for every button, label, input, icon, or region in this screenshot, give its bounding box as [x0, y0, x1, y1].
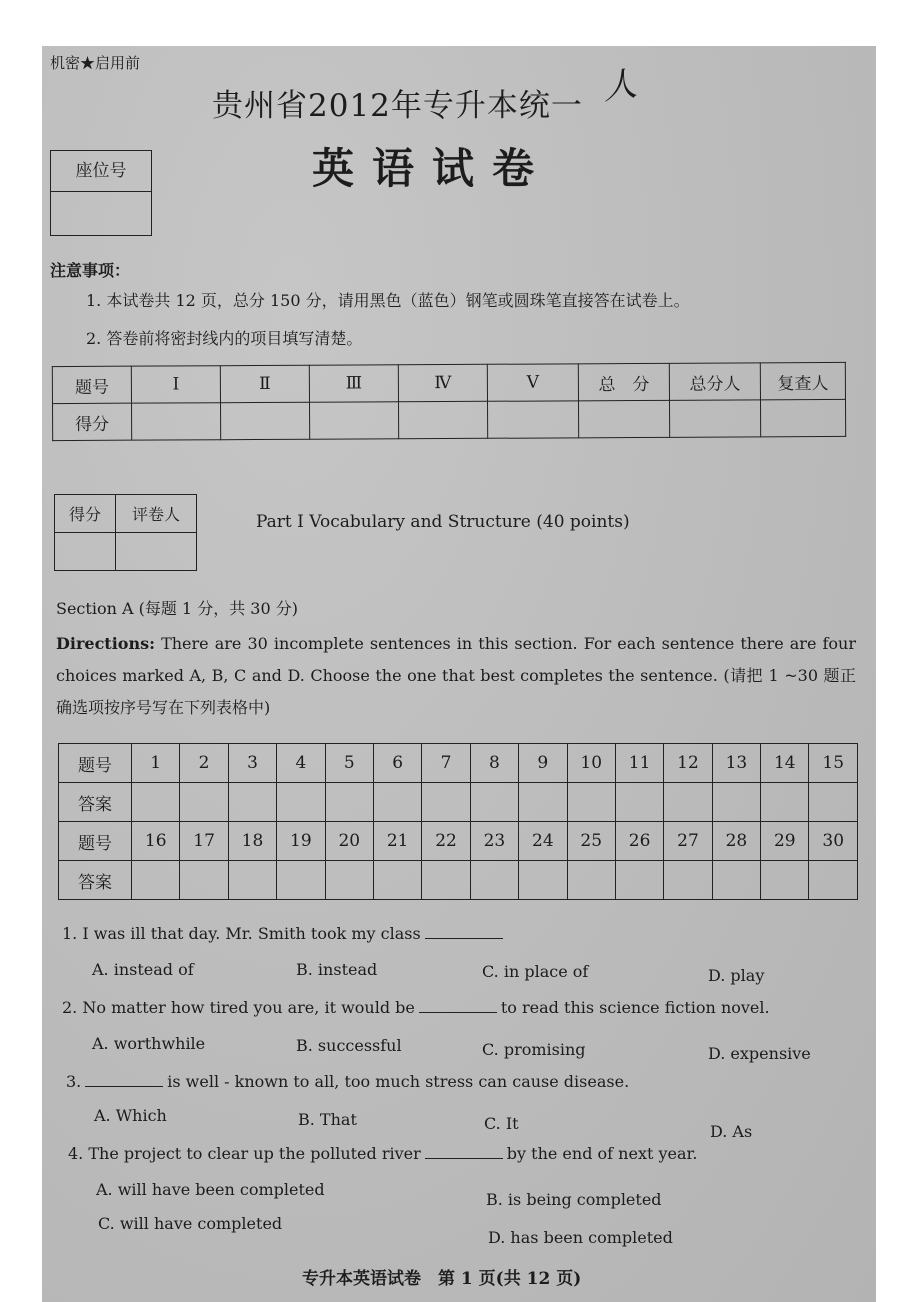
directions	[56, 628, 856, 724]
handwritten-mark: 人	[599, 63, 640, 109]
question-number-cell: 17	[180, 822, 228, 861]
answer-cell[interactable]	[325, 861, 373, 900]
option[interactable]: D. As	[710, 1122, 753, 1141]
question-stem: 4. The project to clear up the polluted river	[68, 1144, 421, 1163]
question-number-cell: 12	[664, 744, 712, 783]
question-number-cell: 26	[615, 822, 663, 861]
question-number-cell: 4	[277, 744, 325, 783]
question-number-cell: 14	[761, 744, 809, 783]
question-number-cell: 13	[712, 744, 760, 783]
question-number-cell: 23	[470, 822, 518, 861]
answer-cell[interactable]	[228, 783, 276, 822]
score-header: Ⅲ	[309, 365, 398, 402]
answer-cell[interactable]	[470, 861, 518, 900]
question-number-cell: 29	[761, 822, 809, 861]
question-number-cell: 16	[132, 822, 180, 861]
score-header: Ⅳ	[398, 364, 487, 401]
score-row-label: 得分	[53, 403, 132, 440]
question-number-cell: 10	[567, 744, 615, 783]
directions-label: Directions:	[56, 634, 155, 653]
notes-heading: 注意事项：	[50, 261, 131, 280]
answer-cell[interactable]	[615, 783, 663, 822]
answer-cell[interactable]	[373, 861, 421, 900]
answer-cell[interactable]	[567, 783, 615, 822]
answer-cell[interactable]	[180, 783, 228, 822]
answer-blank[interactable]	[85, 1086, 163, 1087]
question-number-cell: 22	[422, 822, 470, 861]
question-number-cell: 24	[519, 822, 567, 861]
page-footer: 专升本英语试卷 第 1 页(共 12 页)	[302, 1269, 582, 1289]
question-number-cell: 1	[132, 744, 180, 783]
answer-cell[interactable]	[228, 861, 276, 900]
option[interactable]: B. That	[298, 1110, 357, 1129]
score-cell[interactable]	[578, 400, 669, 437]
option[interactable]: A. worthwhile	[92, 1034, 206, 1053]
answer-blank[interactable]	[425, 1158, 503, 1159]
score-cell[interactable]	[487, 401, 578, 438]
score-header: Ⅰ	[131, 366, 220, 403]
question-number-cell: 7	[422, 744, 470, 783]
section-title: Section A (每题 1 分，共 30 分)	[56, 599, 298, 618]
score-header: 复查人	[760, 362, 845, 399]
question-stem: 2. No matter how tired you are, it would be	[62, 998, 415, 1017]
answer-blank[interactable]	[419, 1012, 497, 1013]
score-header: Ⅱ	[220, 365, 309, 402]
question-4	[68, 1144, 698, 1163]
question-number-cell: 21	[373, 822, 421, 861]
answer-cell[interactable]	[325, 783, 373, 822]
grader-name-cell[interactable]	[116, 533, 197, 571]
question-number-cell: 25	[567, 822, 615, 861]
answer-cell[interactable]	[180, 861, 228, 900]
answer-row-label: 答案	[59, 783, 132, 822]
question-stem-end: by the end of next year.	[506, 1144, 698, 1163]
score-cell[interactable]	[310, 402, 399, 439]
answer-cell[interactable]	[277, 861, 325, 900]
score-cell[interactable]	[399, 401, 488, 438]
question-2	[62, 998, 770, 1017]
answer-cell[interactable]	[664, 783, 712, 822]
score-cell[interactable]	[221, 402, 310, 439]
answer-sheet-table	[58, 743, 858, 900]
answer-cell[interactable]	[712, 861, 760, 900]
answer-cell[interactable]	[519, 861, 567, 900]
exam-page	[42, 46, 876, 1302]
answer-cell[interactable]	[567, 861, 615, 900]
question-number-cell: 2	[180, 744, 228, 783]
question-stem-end: is well - known to all, too much stress can cause disease.	[167, 1072, 630, 1091]
note-item: 2. 答卷前将密封线内的项目填写清楚。	[86, 329, 363, 348]
answer-cell[interactable]	[422, 783, 470, 822]
option[interactable]: C. will have completed	[98, 1214, 283, 1233]
question-number-cell: 18	[228, 822, 276, 861]
question-number-cell: 19	[277, 822, 325, 861]
secret-mark: 机密★启用前	[50, 54, 141, 72]
question-number-cell: 15	[809, 744, 858, 783]
question-number-cell: 30	[809, 822, 858, 861]
answer-cell[interactable]	[809, 783, 858, 822]
answer-cell[interactable]	[761, 861, 809, 900]
answer-cell[interactable]	[712, 783, 760, 822]
question-3	[66, 1072, 629, 1091]
answer-cell[interactable]	[519, 783, 567, 822]
question-number-cell: 20	[325, 822, 373, 861]
part-title: Part Ⅰ Vocabulary and Structure (40 points)	[256, 512, 630, 532]
option[interactable]: A. instead of	[92, 960, 194, 979]
score-header: 题号	[52, 366, 131, 403]
question-stem-end: to read this science fiction novel.	[500, 998, 770, 1017]
exam-title: 贵州省2012年专升本统一	[212, 88, 583, 124]
score-header: 总 分	[578, 363, 669, 400]
answer-row-label: 答案	[59, 861, 132, 900]
option[interactable]: D. play	[708, 966, 765, 985]
question-number-cell: 27	[664, 822, 712, 861]
score-cell[interactable]	[760, 399, 845, 436]
grader-score-cell[interactable]	[55, 533, 116, 571]
note-item: 1. 本试卷共 12 页，总分 150 分，请用黑色（蓝色）钢笔或圆珠笔直接答在试卷上。	[86, 291, 690, 310]
option[interactable]: C. promising	[482, 1040, 586, 1059]
grader-score-label: 得分	[55, 495, 116, 533]
seat-number-label: 座位号	[51, 151, 151, 192]
score-table	[52, 362, 846, 441]
answer-cell[interactable]	[132, 861, 180, 900]
option[interactable]: D. has been completed	[488, 1228, 673, 1247]
question-stem: 1. I was ill that day. Mr. Smith took my class	[62, 924, 421, 943]
question-stem: 3.	[66, 1072, 82, 1091]
grader-name-label: 评卷人	[116, 495, 197, 533]
option[interactable]: B. successful	[296, 1036, 402, 1055]
question-number-cell: 3	[228, 744, 276, 783]
question-1	[62, 924, 507, 943]
option[interactable]: C. It	[484, 1114, 519, 1133]
score-header: 总分人	[669, 363, 760, 400]
option[interactable]: B. instead	[296, 960, 378, 979]
score-header: Ⅴ	[487, 364, 578, 401]
option[interactable]: B. is being completed	[486, 1190, 662, 1209]
question-number-cell: 11	[615, 744, 663, 783]
question-number-cell: 5	[325, 744, 373, 783]
answer-cell[interactable]	[615, 861, 663, 900]
answer-cell[interactable]	[277, 783, 325, 822]
grader-box	[54, 494, 197, 571]
question-number-cell: 28	[712, 822, 760, 861]
option[interactable]: A. will have been completed	[96, 1180, 325, 1199]
answer-row-label: 题号	[59, 822, 132, 861]
option[interactable]: D. expensive	[708, 1044, 811, 1063]
option[interactable]: C. in place of	[482, 962, 589, 981]
answer-cell[interactable]	[470, 783, 518, 822]
seat-number-box	[50, 150, 152, 236]
answer-cell[interactable]	[422, 861, 470, 900]
exam-subject-title: 英语试卷	[312, 144, 553, 193]
option[interactable]: A. Which	[94, 1106, 167, 1125]
question-number-cell: 6	[373, 744, 421, 783]
answer-row-label: 题号	[59, 744, 132, 783]
answer-cell[interactable]	[664, 861, 712, 900]
answer-cell[interactable]	[132, 783, 180, 822]
answer-blank[interactable]	[425, 938, 503, 939]
answer-cell[interactable]	[809, 861, 858, 900]
directions-text: There are 30 incomplete sentences in this section. For each sentence there are four choices marked A, B, C and D. Choose the one that best completes the sentence. (请把 1 ~30 题正确选项按序号写在下列表格中)	[56, 634, 856, 717]
question-number-cell: 9	[519, 744, 567, 783]
score-cell[interactable]	[132, 403, 221, 440]
answer-cell[interactable]	[761, 783, 809, 822]
answer-cell[interactable]	[373, 783, 421, 822]
score-cell[interactable]	[669, 400, 760, 437]
question-number-cell: 8	[470, 744, 518, 783]
